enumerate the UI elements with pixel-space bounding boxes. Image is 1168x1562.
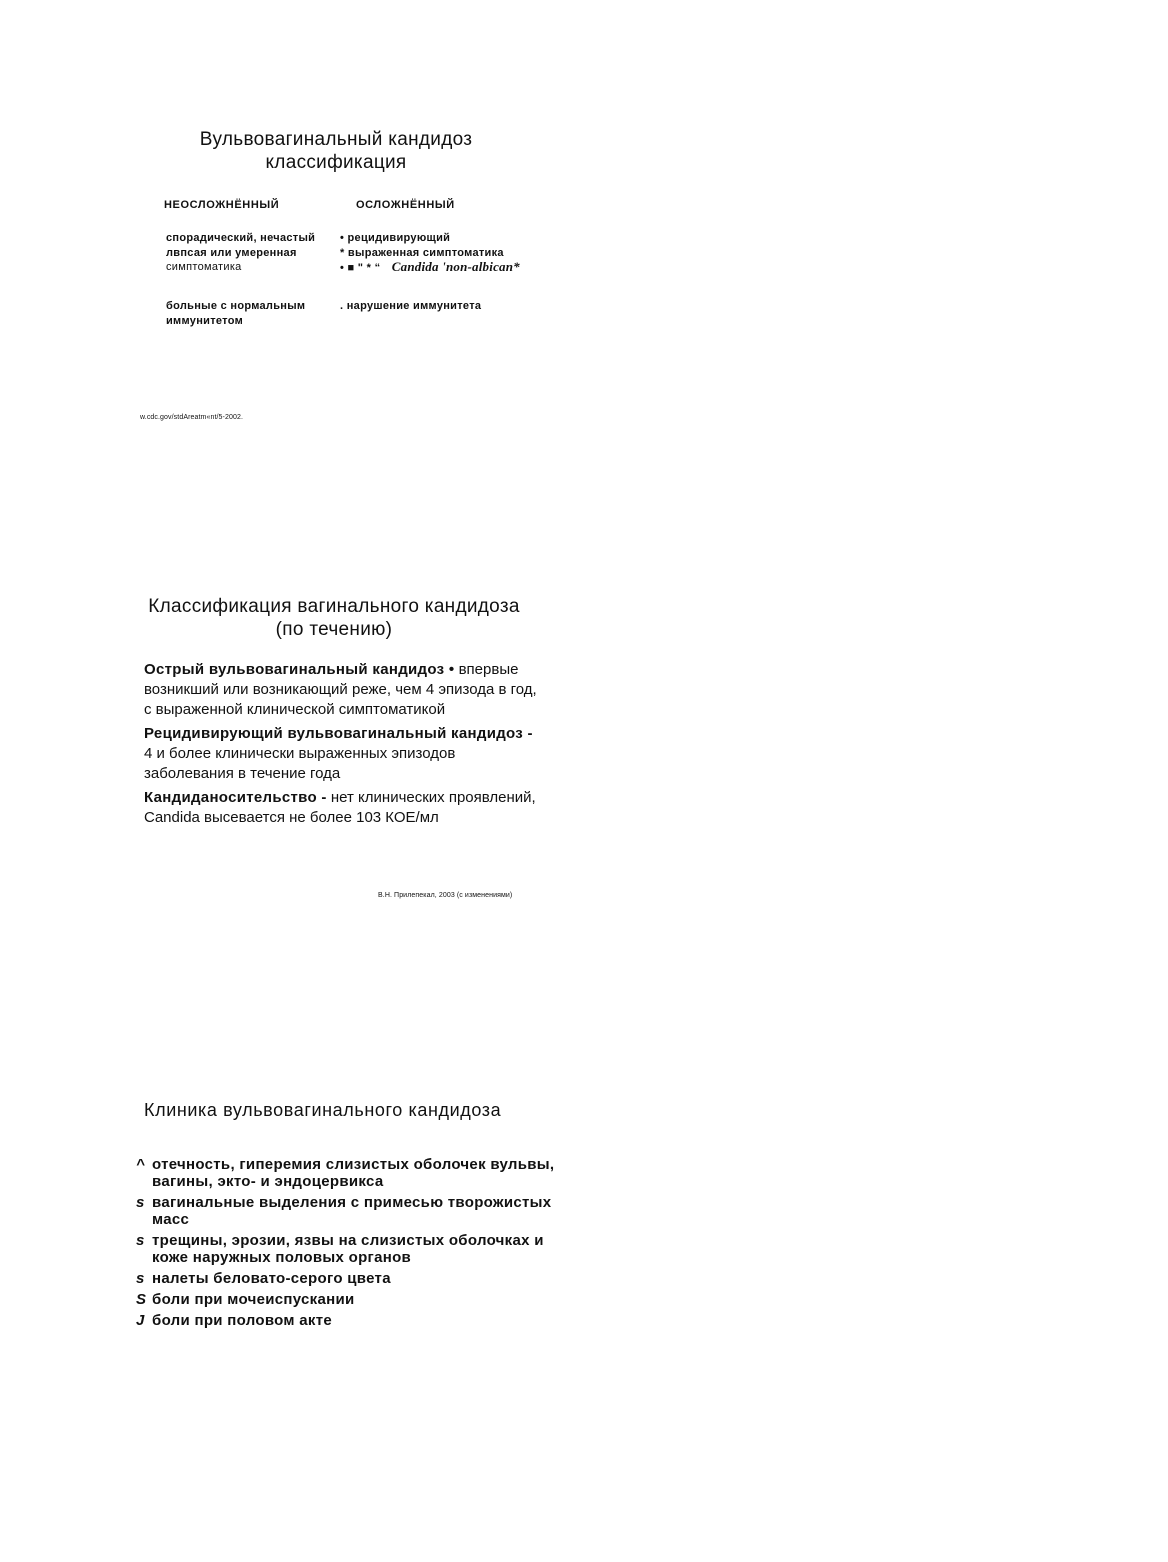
list-item <box>136 1194 556 1228</box>
uncomplicated-cell-2 <box>166 299 305 328</box>
cell-line: иммунитетом <box>166 314 244 327</box>
column-header-complicated: ОСЛОЖНЁННЫЙ <box>356 199 455 211</box>
bullet-glyph: s <box>136 1194 145 1211</box>
list-item <box>136 1291 556 1308</box>
slide2-title-line2: (по течению) <box>275 619 393 640</box>
list-item-text: вагинальные выделения с примесью творожистых масс <box>152 1194 552 1228</box>
recurrent-definition <box>144 724 544 784</box>
slide1-title-line2: классификация <box>265 152 407 173</box>
slide3-title: Клиника вульвовагинального кандидоза <box>144 1100 502 1120</box>
slide2-title-line1: Классификация вагинального кандидоза <box>148 596 520 617</box>
uncomplicated-cell-1 <box>166 231 315 275</box>
list-item-text: налеты беловато-серого цвета <box>152 1270 391 1287</box>
cell-line: . нарушение иммунитета <box>340 300 482 312</box>
carriage-definition <box>144 788 544 828</box>
definition-term: Острый вульвовагинальный кандидоз • <box>144 661 455 678</box>
cell-line: лвпсая или умеренная <box>166 246 297 259</box>
list-item <box>136 1156 556 1190</box>
slide1-title <box>150 128 522 174</box>
list-item-text: боли при половом акте <box>152 1312 333 1329</box>
bullet-glyph: s <box>136 1270 145 1287</box>
slide2-source: В.Н. Прилепекал, 2003 (с изменениями) <box>378 892 513 899</box>
bullet-glyph: s <box>136 1232 145 1249</box>
slide1-source: w.cdc.gov/stdAreatm«nt/5-2002. <box>140 414 243 421</box>
complicated-cell-1 <box>340 231 520 276</box>
slide2-body <box>144 660 544 832</box>
slide1-title-line1: Вульвовагинальный кандидоз <box>199 129 473 150</box>
definition-term: Рецидивирующий вульвовагинальный кандидоз - <box>144 725 533 742</box>
bullet-glyph: S <box>136 1291 147 1308</box>
definition-text: впервые возникший или возникающий реже, чем 4 эпизода в год, с выраженной клинической симптоматикой <box>144 661 537 718</box>
slide2-title <box>134 595 534 641</box>
cell-line: больные с нормальным <box>166 300 306 312</box>
cell-line: • рецидивирующий <box>340 232 451 244</box>
complicated-cell-2 <box>340 299 481 314</box>
cell-line-mixed <box>340 260 520 276</box>
list-item <box>136 1312 556 1329</box>
definition-text: нет клинических проявлений, Candida высевается не более 103 КОЕ/мл <box>144 789 536 826</box>
list-item-text: отечность, гиперемия слизистых оболочек вульвы, вагины, экто- и эндоцервикса <box>152 1156 555 1190</box>
list-item-text: боли при мочеиспускании <box>152 1291 355 1308</box>
acute-definition <box>144 660 544 720</box>
bullet-glyph: ^ <box>136 1156 146 1173</box>
cell-line-prefix: • ■ " * “ <box>340 262 381 274</box>
list-item <box>136 1232 556 1266</box>
bullet-glyph: J <box>136 1312 145 1329</box>
cell-line: * выраженная симптоматика <box>340 246 504 259</box>
definition-text: 4 и более клинически выраженных эпизодов заболевания в течение года <box>144 745 456 782</box>
cell-line: симптоматика <box>166 261 242 273</box>
symptom-list <box>136 1156 556 1333</box>
candida-non-albicans-label: Candida 'non-albican* <box>391 259 520 274</box>
definition-term: Кандиданосительство - <box>144 789 327 806</box>
column-header-uncomplicated: НЕОСЛОЖНЁННЫЙ <box>164 199 280 211</box>
cell-line: спорадический, нечастый <box>166 232 316 244</box>
list-item-text: трещины, эрозии, язвы на слизистых оболочках и коже наружных половых органов <box>152 1232 544 1266</box>
list-item <box>136 1270 556 1287</box>
